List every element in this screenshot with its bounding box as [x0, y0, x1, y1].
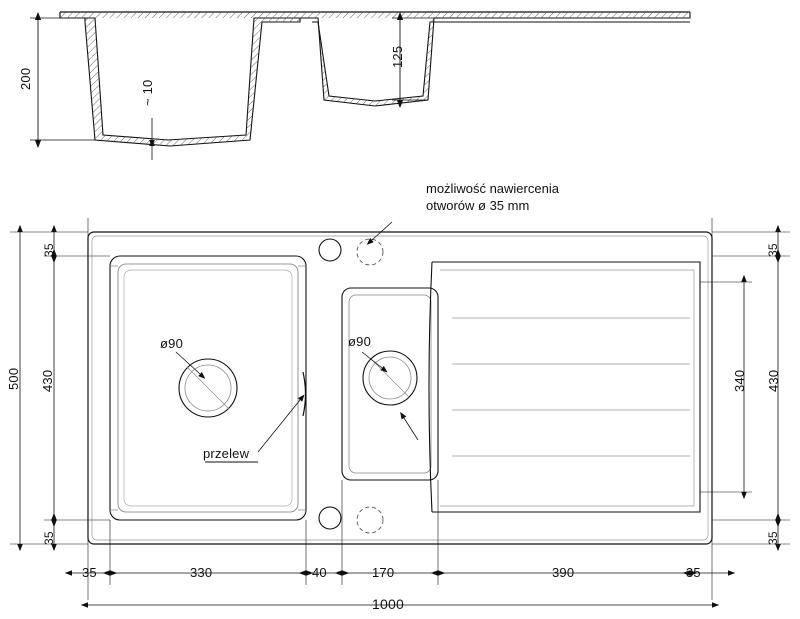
small-bowl-width-label: 170: [372, 565, 395, 580]
section-depth-small-label: 125: [390, 45, 405, 68]
bottom-margin-left-label: 35: [42, 531, 56, 545]
right-margin-label: 35: [686, 565, 701, 580]
right-height-label: 430: [766, 369, 781, 392]
bowl-height-label: 430: [40, 369, 55, 392]
overflow-label: przelew: [203, 446, 250, 461]
section-depth-main-label: 200: [18, 67, 33, 90]
drainer-inner-height-label: 340: [732, 369, 747, 392]
drain-main-label: ø90: [160, 336, 184, 351]
drill-holes-note: [426, 180, 559, 214]
overall-width-label: 1000: [372, 596, 404, 612]
top-margin-right-label: 35: [766, 243, 780, 257]
drainer-width-label: 390: [552, 565, 575, 580]
overall-height-label: 500: [6, 367, 21, 390]
plan-view-group: [88, 222, 712, 544]
main-bowl-width-label: 330: [190, 565, 213, 580]
left-margin-label: 35: [82, 565, 97, 580]
bottom-margin-right-label: 35: [766, 531, 780, 545]
drill-holes-note-line2: otworów ø 35 mm: [426, 198, 530, 213]
gap-between-bowls-label: 40: [312, 565, 327, 580]
drill-holes-note-line1: możliwość nawiercenia: [426, 181, 559, 196]
top-margin-left-label: 35: [42, 243, 56, 257]
section-thickness-label: ~ 10: [140, 79, 155, 106]
drain-small-label: ø90: [348, 334, 372, 349]
